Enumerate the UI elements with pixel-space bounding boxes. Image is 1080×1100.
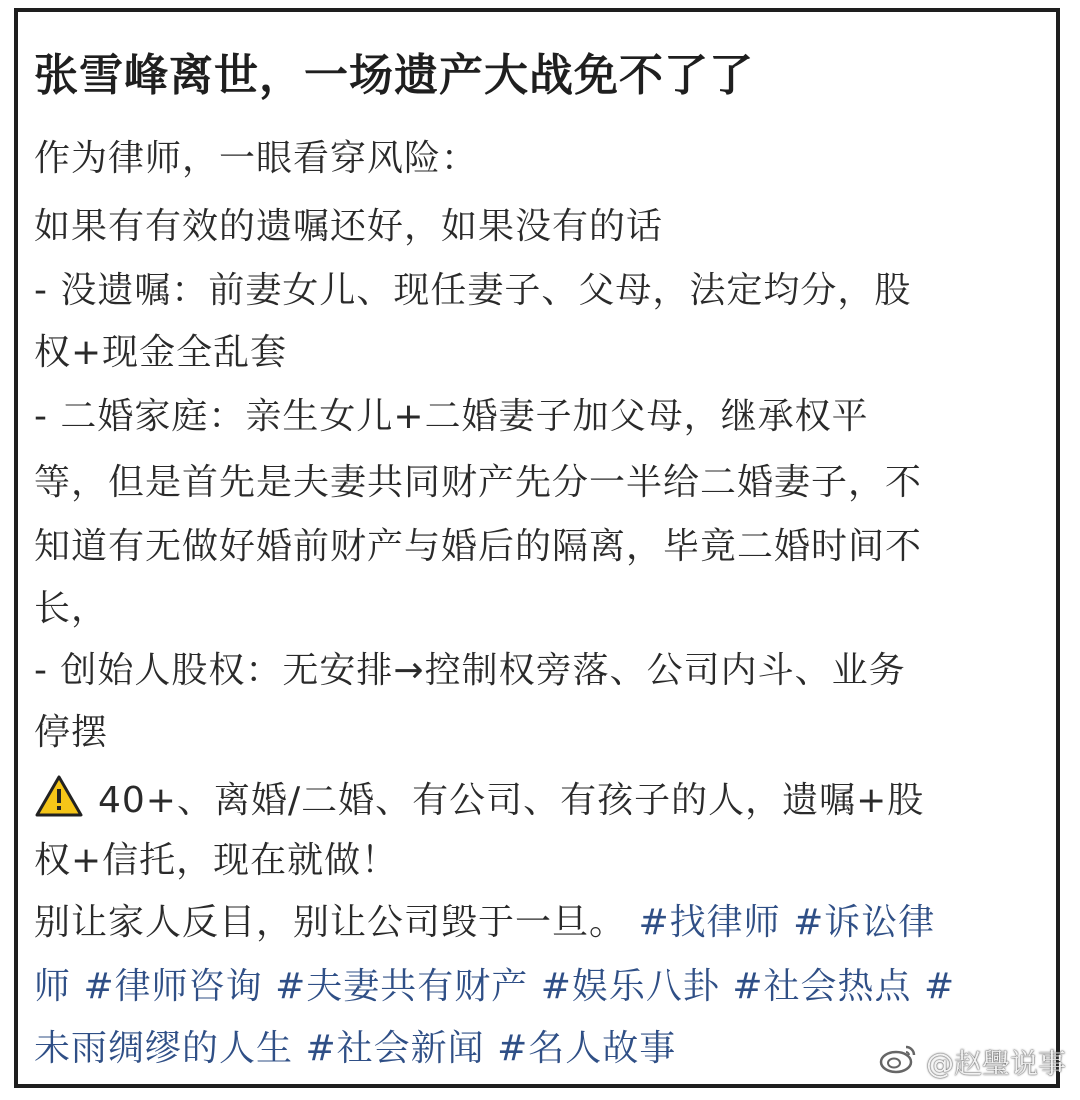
body-line: 停摆 — [34, 712, 109, 753]
hashtag-link[interactable]: #夫妻共有财产 — [275, 966, 529, 1007]
warning-line-2: 权+信托，现在就做！ — [34, 840, 399, 881]
hashtag-link[interactable]: # — [923, 966, 956, 1007]
post-title: 张雪峰离世，一场遗产大战免不了了 — [34, 50, 754, 101]
closing-text: 别让家人反目，别让公司毁于一旦。 — [34, 902, 627, 943]
body-line: 长， — [34, 588, 109, 629]
hashtag-line — [34, 1024, 676, 1074]
body-line: 权+现金全乱套 — [34, 332, 288, 373]
hashtag-link[interactable]: 师 — [34, 966, 72, 1007]
warning-icon — [34, 774, 84, 818]
body-line: - 二婚家庭：亲生女儿+二婚妻子加父母，继承权平 — [34, 396, 869, 437]
body-line: 知道有无做好婚前财产与婚后的隔离，毕竟二婚时间不 — [34, 526, 923, 567]
hashtag-link[interactable]: #名人故事 — [497, 1028, 677, 1069]
hashtag-link[interactable]: #找律师 — [638, 902, 781, 943]
hashtag-line — [34, 962, 955, 1012]
closing-line — [34, 898, 935, 948]
hashtag-link[interactable]: #律师咨询 — [83, 966, 263, 1007]
body-line: 作为律师，一眼看穿风险： — [34, 138, 479, 179]
body-line: 等，但是首先是夫妻共同财产先分一半给二婚妻子，不 — [34, 462, 923, 503]
body-line: - 创始人股权：无安排→控制权旁落、公司内斗、业务 — [34, 650, 906, 691]
hashtag-link[interactable]: #社会新闻 — [305, 1028, 485, 1069]
warning-text: 40+、离婚/二婚、有公司、有孩子的人，遗嘱+股 — [98, 780, 925, 821]
hashtag-link[interactable]: #社会热点 — [732, 966, 912, 1007]
hashtag-link[interactable]: 未雨绸缪的人生 — [34, 1028, 294, 1069]
weibo-icon — [878, 1043, 918, 1082]
hashtag-link[interactable]: #诉讼律 — [793, 902, 936, 943]
warning-line — [34, 774, 924, 826]
hashtag-link[interactable]: #娱乐八卦 — [540, 966, 720, 1007]
body-line: - 没遗嘱：前妻女儿、现任妻子、父母，法定均分，股 — [34, 270, 912, 311]
body-line: 如果有有效的遗嘱还好，如果没有的话 — [34, 206, 664, 247]
watermark-text: @赵璺说事 — [925, 1047, 1066, 1080]
weibo-watermark — [878, 1042, 1066, 1082]
